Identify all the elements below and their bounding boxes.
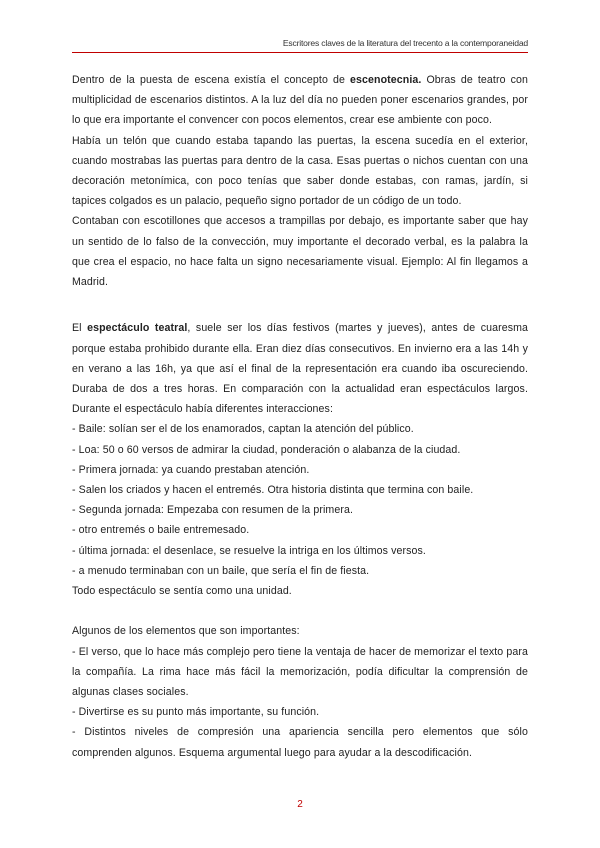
list-item: - a menudo terminaban con un baile, que sería el fin de fiesta. [72, 564, 370, 577]
paragraph-telon: Había un telón que cuando estaba tapando las puertas, la escena sucedía en el exterior, cuando mostrabas las puertas para dentro de la casa. Esas puertas o nichos cuentan con una decoración metonímica, con poco tenías que saber donde estabas, con ramas, jardín, si tapices colgados es un palacio, pequeño signo portador de un código de un todo. [72, 134, 528, 208]
list-item: - otro entremés o baile entremesado. [72, 524, 250, 537]
list-item: - Loa: 50 o 60 versos de admirar la ciudad, ponderación o alabanza de la ciudad. [72, 443, 461, 456]
bold-term-escenotecnia: escenotecnia. [350, 74, 422, 86]
paragraph-text: Dentro de la puesta de escena existía el concepto de [72, 74, 351, 86]
blank-line [72, 292, 528, 312]
list-item: - Salen los criados y hacen el entremés. Otra historia distinta que termina con baile. [72, 484, 474, 497]
paragraph-espectaculo [72, 318, 528, 419]
paragraph-text: , suele ser los días festivos (martes y jueves), antes de cuaresma porque estaba prohibido durante ella. Eran diez días consecutivos. En invierno era a las 14h y en verano a las 16h, ya que así el final de la representación era cuando iba oscureciendo. Duraba de dos a tres horas. En comparación con la actualidad eran espectáculos largos. Durante el espectáculo había diferentes interacciones: [72, 322, 529, 416]
list-item: - Distintos niveles de compresión una apariencia sencilla pero elementos que sólo comprenden algunos. Esquema argumental luego para ayudar a la descodificación. [72, 726, 528, 759]
list-item: - El verso, que lo hace más complejo pero tiene la ventaja de hacer de memorizar el texto para la compañía. La rima hace más fácil la memorización, podía dificultar la comprensión de algunas clases sociales. [72, 645, 528, 699]
blank-line [72, 601, 528, 621]
page-number: 2 [297, 799, 303, 810]
running-header [72, 38, 528, 53]
paragraph-elementos: Algunos de los elementos que son importantes: [72, 625, 300, 638]
running-title: Escritores claves de la literatura del trecento a la contemporaneidad [282, 38, 528, 48]
list-item: - Segunda jornada: Empezaba con resumen de la primera. [72, 504, 353, 517]
bold-term-espectaculo: espectáculo teatral [87, 322, 188, 335]
list-item: - Primera jornada: ya cuando prestaban atención. [72, 463, 310, 476]
list-item: - Baile: solían ser el de los enamorados, captan la atención del público. [72, 423, 414, 436]
paragraph-escotillones: Contaban con escotillones que accesos a trampillas por debajo, es importante saber que hay un sentido de lo falso de la convección, muy importante el decorado verbal, es la palabra la que crea el espacio, no hace falta un signo necesariamente visual. Ejemplo: Al fin llegamos a Madrid. [72, 215, 528, 289]
elements-list [72, 642, 528, 763]
paragraph-text: El [72, 322, 88, 335]
document-body [72, 70, 528, 763]
paragraph-unidad: Todo espectáculo se sentía como una unidad. [72, 585, 292, 598]
paragraph-text: Obras de teatro con multiplicidad de escenarios distintos. A la luz del día no pueden poner escenarios grandes, por lo que era importante el convencer con pocos elementos, crear ese ambiente con poco. [72, 74, 529, 127]
interactions-list [72, 419, 528, 581]
list-item: - Divertirse es su punto más importante, su función. [72, 706, 320, 719]
list-item: - última jornada: el desenlace, se resuelve la intriga en los últimos versos. [72, 544, 426, 557]
paragraph-escenotecnia [72, 70, 528, 131]
